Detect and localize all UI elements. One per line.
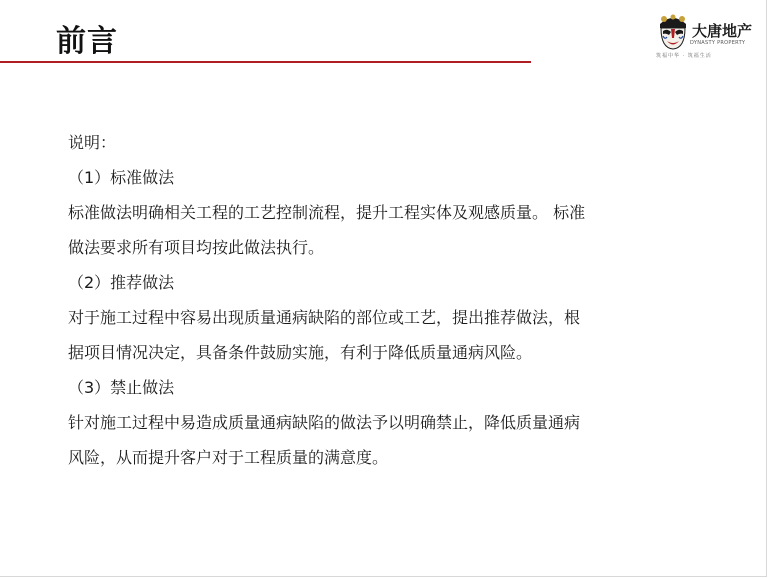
section-heading-recommended: （2）推荐做法 bbox=[68, 273, 175, 292]
title-underline bbox=[0, 61, 531, 63]
paragraph-line: 做法要求所有项目均按此做法执行。 bbox=[68, 238, 325, 257]
paragraph-line: 据项目情况决定，具备条件鼓励实施，有利于降低质量通病风险。 bbox=[68, 343, 533, 362]
paragraph-line: 对于施工过程中容易出现质量通病缺陷的部位或工艺，提出推荐做法，根 bbox=[68, 308, 581, 327]
intro-label: 说明： bbox=[68, 133, 117, 152]
section-heading-standard: （1）标准做法 bbox=[68, 168, 175, 187]
paragraph-line: 针对施工过程中易造成质量通病缺陷的做法予以明确禁止，降低质量通病 bbox=[68, 413, 581, 432]
logo-brand-english: DYNASTY PROPERTY bbox=[690, 40, 746, 46]
paragraph-line: 标准做法明确相关工程的工艺控制流程，提升工程实体及观感质量。 标准 bbox=[68, 203, 586, 222]
page-title: 前言 bbox=[56, 24, 118, 59]
paragraph-line: 风险，从而提升客户对于工程质量的满意度。 bbox=[68, 448, 389, 467]
section-heading-prohibited: （3）禁止做法 bbox=[68, 378, 175, 397]
logo-brand-name: 大唐地产 bbox=[692, 22, 753, 40]
company-logo bbox=[656, 14, 756, 62]
logo-tagline: 筑福中华 · 筑福生活 bbox=[656, 53, 712, 59]
opera-mask-icon bbox=[656, 14, 690, 50]
preface-body bbox=[68, 125, 708, 475]
